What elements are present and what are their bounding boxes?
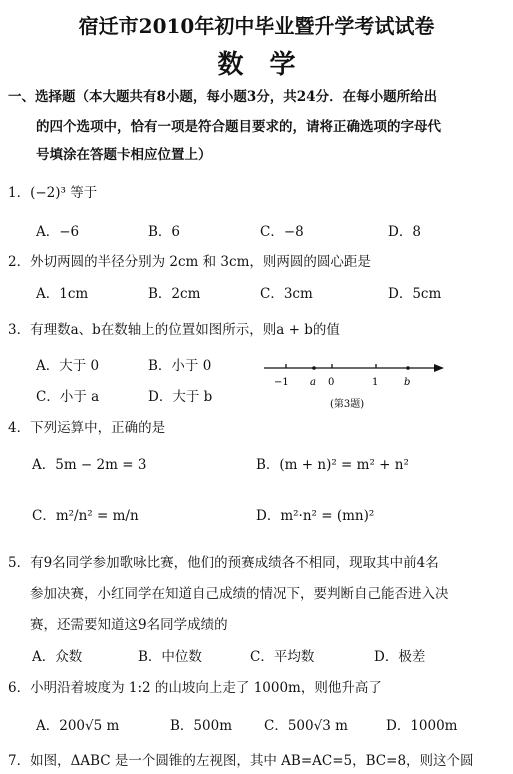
q2-option-c: C．3cm (260, 286, 313, 302)
question-7-stem: 7．如图，ΔABC 是一个圆锥的左视图，其中 AB=AC=5，BC=8，则这个圆 (8, 753, 474, 769)
figure-caption: (第3题) (330, 399, 365, 410)
q4-option-c: C．m²/n² = m/n (32, 508, 139, 524)
q2-option-d: D．5cm (388, 286, 442, 302)
label-b: b (404, 377, 411, 388)
section-heading-line3: 号填涂在答题卡相应位置上） (36, 147, 212, 163)
q5-option-d: D．极差 (374, 649, 426, 665)
section-heading-line1: 一、选择题（本大题共有8小题，每小题3分，共24分．在每小题所给出 (8, 89, 438, 105)
question-2-stem: 2．外切两圆的半径分别为 2cm 和 3cm，则两圆的圆心距是 (8, 254, 371, 270)
q5-option-a: A．众数 (32, 649, 83, 665)
q4-option-a: A．5m − 2m = 3 (32, 457, 147, 473)
q1-option-a: A．−6 (36, 224, 80, 240)
q1-option-b: B．6 (148, 224, 181, 240)
q3-option-c: C．小于 a (36, 389, 100, 405)
subject-title: 数学 (217, 50, 322, 80)
q1-option-d: D．8 (388, 224, 421, 240)
label-zero: 0 (328, 377, 335, 388)
question-3-stem: 3．有理数a、b在数轴上的位置如图所示，则a + b的值 (8, 322, 340, 338)
label-one: 1 (372, 377, 379, 388)
q4-option-b: B．(m + n)² = m² + n² (256, 457, 409, 473)
q6-option-c: C．500√3 m (264, 718, 348, 734)
q6-option-b: B．500m (170, 718, 232, 734)
question-4-stem: 4．下列运算中，正确的是 (8, 420, 166, 436)
exam-title: 宿迁市2010年初中毕业暨升学考试试卷 (78, 14, 435, 38)
q4-option-d: D．m²·n² = (mn)² (256, 508, 375, 524)
question-5-stem-line3: 赛，还需要知道这9名同学成绩的 (30, 617, 228, 633)
point-b (406, 366, 410, 370)
label-minus-one: −1 (274, 377, 289, 388)
q5-option-c: C．平均数 (250, 649, 315, 665)
section-heading-line2: 的四个选项中，恰有一项是符合题目要求的，请将正确选项的字母代 (36, 119, 441, 135)
question-5-stem-line1: 5．有9名同学参加歌咏比赛，他们的预赛成绩各不相同，现取其中前4名 (8, 555, 439, 571)
question-5-stem-line2: 参加决赛，小红同学在知道自己成绩的情况下，要判断自己能否进入决 (30, 586, 449, 602)
q6-option-a: A．200√5 m (36, 718, 120, 734)
point-a (312, 366, 316, 370)
q3-option-b: B．小于 0 (148, 358, 212, 374)
q6-option-d: D．1000m (386, 718, 458, 734)
arrow-right-icon (434, 364, 444, 372)
q2-option-b: B．2cm (148, 286, 201, 302)
q1-option-c: C．−8 (260, 224, 304, 240)
number-line-figure (262, 356, 452, 414)
question-1-stem: 1．(−2)³ 等于 (8, 185, 98, 201)
q5-option-b: B．中位数 (138, 649, 202, 665)
q2-option-a: A．1cm (36, 286, 89, 302)
q3-option-d: D．大于 b (148, 389, 213, 405)
q3-option-a: A．大于 0 (36, 358, 100, 374)
label-a: a (310, 377, 316, 388)
question-6-stem: 6．小明沿着坡度为 1:2 的山坡向上走了 1000m，则他升高了 (8, 680, 382, 696)
